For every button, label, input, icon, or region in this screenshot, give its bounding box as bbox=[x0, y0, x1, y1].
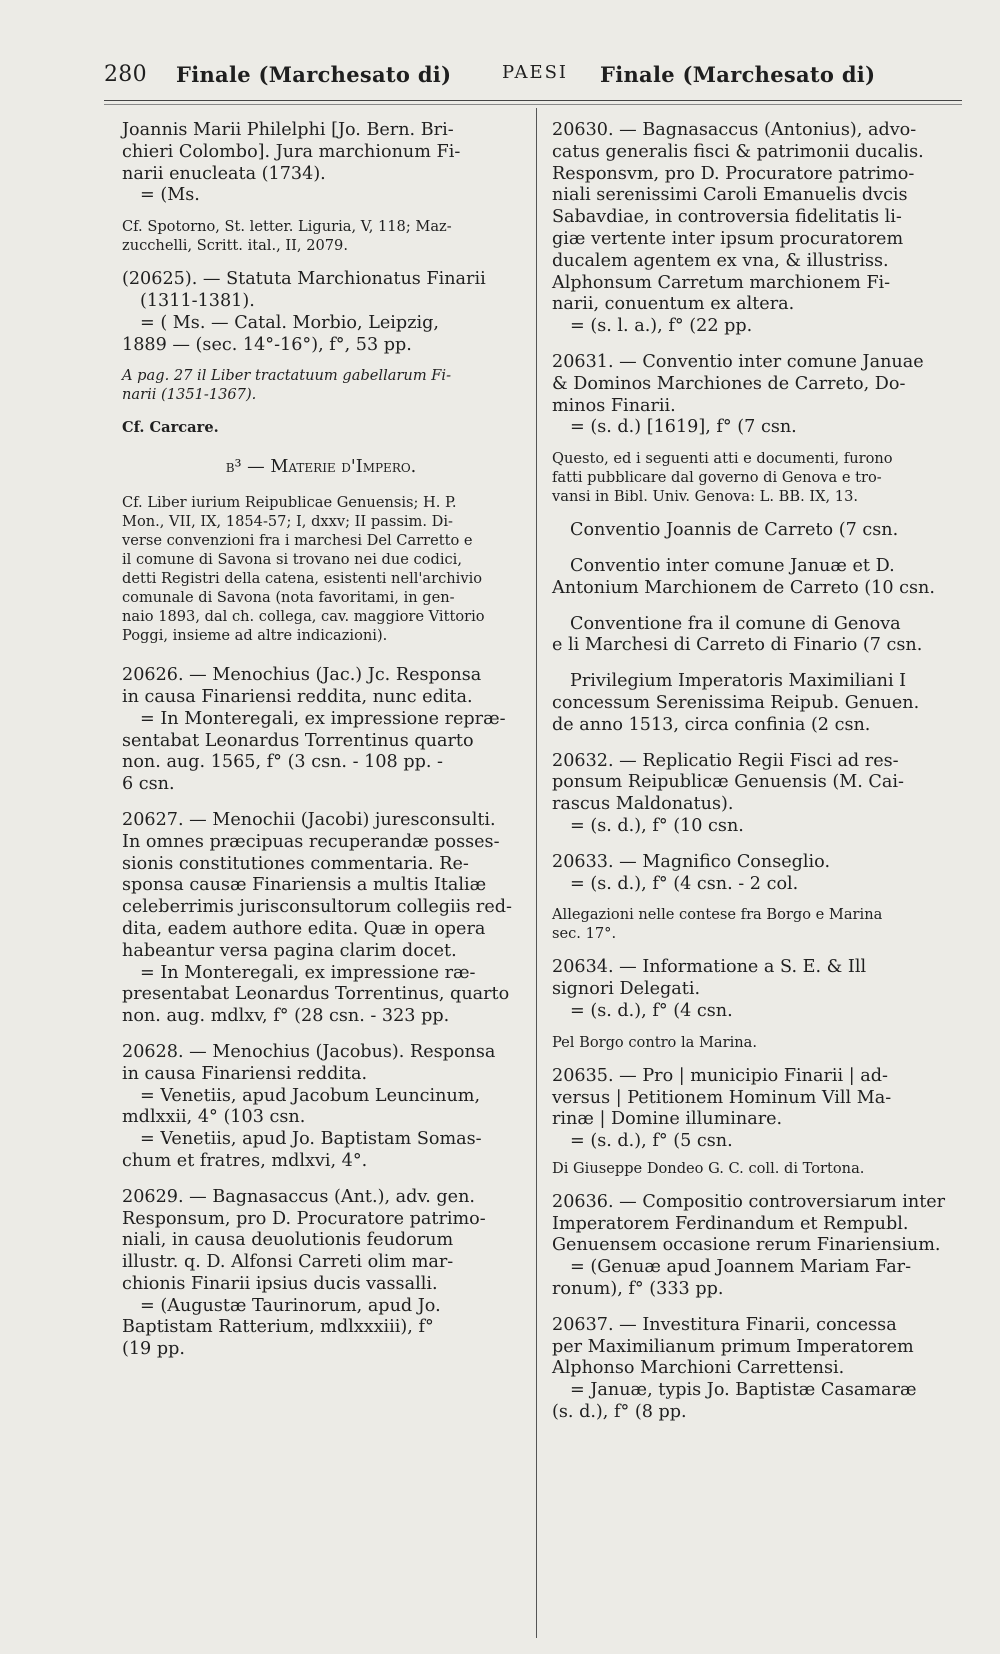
entry-line: versus | Petitionem Hominum Vill Ma- bbox=[552, 1087, 892, 1108]
entry-20625 bbox=[122, 269, 520, 437]
imprint-line: presentabat Leonardus Torrentinus, quarto bbox=[122, 984, 510, 1005]
imprint-line: = (s. d.), f° (4 csn. bbox=[570, 1000, 733, 1021]
entry-conventione-genova bbox=[552, 614, 962, 658]
entry-line: chionis Finarii ipsius ducis vassalli. bbox=[122, 1273, 438, 1294]
entry-line: Imperatorem Ferdinandum et Rempubl. bbox=[552, 1213, 909, 1234]
entry-line: rinæ | Domine illuminare. bbox=[552, 1109, 783, 1130]
entry-line: Genuensem occasione rerum Finariensium. bbox=[552, 1235, 941, 1256]
page-number: 280 bbox=[104, 62, 147, 87]
header-right-title: Finale (Marchesato di) bbox=[600, 62, 876, 87]
entry-line: in causa Finariensi reddita, nunc edita. bbox=[122, 686, 473, 707]
right-column bbox=[552, 120, 962, 1424]
imprint-line: = (s. l. a.), f° (22 pp. bbox=[570, 316, 753, 337]
entry-line: Antonium Marchionem de Carreto (10 csn. bbox=[552, 577, 935, 598]
entry-line: ponsum Reipublicæ Genuensis (M. Cai- bbox=[552, 772, 904, 793]
note-line: naio 1893, dal ch. collega, cav. maggiore Vittorio bbox=[122, 608, 485, 626]
note-line: A pag. 27 il Liber tractatuum gabellarum Fi- bbox=[122, 367, 452, 385]
header-left-title: Finale (Marchesato di) bbox=[176, 62, 452, 87]
note-line: Cf. Spotorno, St. letter. Liguria, V, 118; Maz- bbox=[122, 218, 452, 236]
note-line: Mon., VII, IX, 1854-57; I, dxxv; II passim. Di- bbox=[122, 513, 453, 531]
note-line: Allegazioni nelle contese fra Borgo e Marina bbox=[552, 906, 883, 924]
entry-line: de anno 1513, circa confinia (2 csn. bbox=[552, 714, 871, 735]
entry-privilegium bbox=[552, 671, 962, 736]
entry-line: rascus Maldonatus). bbox=[552, 794, 734, 815]
note-line: narii (1351-1367). bbox=[122, 386, 257, 404]
imprint-line: = (Genuæ apud Joannem Mariam Far- bbox=[570, 1257, 912, 1278]
entry-line: giæ vertente inter ipsum procuratorem bbox=[552, 228, 904, 249]
entry-line: ducalem agentem ex vna, & illustriss. bbox=[552, 250, 889, 271]
cross-reference: Cf. Carcare. bbox=[122, 419, 219, 437]
imprint-line: = ( Ms. — Catal. Morbio, Leipzig, bbox=[140, 312, 439, 333]
imprint-line: (19 pp. bbox=[122, 1339, 185, 1360]
entry-line: 20626. — Menochius (Jac.) Jc. Responsa bbox=[122, 665, 482, 686]
entry-line: in causa Finariensi reddita. bbox=[122, 1063, 368, 1084]
entry-line: per Maximilianum primum Imperatorem bbox=[552, 1336, 914, 1357]
entry-line: narii, conuentum ex altera. bbox=[552, 294, 795, 315]
entry-line: (1311-1381). bbox=[140, 290, 255, 311]
entry-line: 20630. — Bagnasaccus (Antonius), advo- bbox=[552, 120, 917, 140]
entry-line: e li Marchesi di Carreto di Finario (7 csn. bbox=[552, 635, 923, 656]
entry-line: 20637. — Investitura Finarii, concessa bbox=[552, 1314, 897, 1335]
entry-line: Joannis Marii Philelphi [Jo. Bern. Bri- bbox=[122, 120, 454, 140]
imprint-line: (s. d.), f° (8 pp. bbox=[552, 1402, 687, 1423]
entry-line: 20631. — Conventio inter comune Januae bbox=[552, 351, 924, 372]
note-line: Questo, ed i seguenti atti e documenti, furono bbox=[552, 450, 893, 468]
entry-20636 bbox=[552, 1192, 962, 1301]
entry-line: Alphonso Marchioni Carrettensi. bbox=[552, 1358, 845, 1379]
entry-conventio-joannis: Conventio Joannis de Carreto (7 csn. bbox=[570, 520, 899, 541]
running-header bbox=[104, 58, 904, 98]
entry-line: 20628. — Menochius (Jacobus). Responsa bbox=[122, 1041, 496, 1062]
entry-line: habeantur versa pagina clarim docet. bbox=[122, 940, 457, 961]
note-line: comunale di Savona (nota favoritami, in gen- bbox=[122, 589, 455, 607]
imprint-line: = Januæ, typis Jo. Baptistæ Casamaræ bbox=[570, 1380, 917, 1401]
entry-line: 20635. — Pro | municipio Finarii | ad- bbox=[552, 1065, 888, 1086]
imprint-line: = Venetiis, apud Jacobum Leuncinum, bbox=[140, 1085, 481, 1106]
entry-line: Responsvm, pro D. Procuratore patrimo- bbox=[552, 163, 915, 184]
imprint-line: = (s. d.), f° (10 csn. bbox=[570, 815, 744, 836]
note-line: detti Registri della catena, esistenti nell'archivio bbox=[122, 570, 483, 588]
imprint-line: 1889 — (sec. 14°-16°), f°, 53 pp. bbox=[122, 334, 412, 355]
entry-line: 20634. — Informatione a S. E. & Ill bbox=[552, 957, 867, 978]
entry-line: concessum Serenissima Reipub. Genuen. bbox=[552, 692, 920, 713]
entry-20626 bbox=[122, 665, 520, 796]
entry-line: 20632. — Replicatio Regii Fisci ad res- bbox=[552, 750, 899, 771]
entry-20635 bbox=[552, 1066, 962, 1178]
entry-line: & Dominos Marchiones de Carreto, Do- bbox=[552, 373, 906, 394]
entry-line: catus generalis fisci & patrimonii ducalis. bbox=[552, 141, 924, 162]
entry-line: Conventione fra il comune di Genova bbox=[570, 613, 901, 634]
entry-line: Conventio inter comune Januæ et D. bbox=[570, 555, 895, 576]
entry-line: niali serenissimi Caroli Emanuelis dvcis bbox=[552, 185, 908, 206]
imprint-line: = (s. d.), f° (5 csn. bbox=[570, 1131, 733, 1152]
entry-20632 bbox=[552, 751, 962, 838]
imprint-line: ronum), f° (333 pp. bbox=[552, 1279, 724, 1300]
entry-line: celeberrimis jurisconsultorum collegiis red- bbox=[122, 897, 512, 918]
entry-conventio-antonium bbox=[552, 556, 962, 600]
imprint-line: = Venetiis, apud Jo. Baptistam Somas- bbox=[140, 1129, 482, 1150]
entry-line: 20633. — Magnifico Conseglio. bbox=[552, 851, 831, 872]
header-rule bbox=[104, 100, 962, 101]
imprint-line: non. aug. mdlxv, f° (28 csn. - 323 pp. bbox=[122, 1006, 450, 1027]
entry-line: minos Finarii. bbox=[552, 395, 676, 416]
note-line: verse convenzioni fra i marchesi Del Carretto e bbox=[122, 532, 473, 550]
section-heading-b3: b³ — Materie d'Impero. bbox=[225, 457, 417, 478]
entry-line: Alphonsum Carretum marchionem Fi- bbox=[552, 272, 891, 293]
entry-20631 bbox=[552, 352, 962, 506]
entry-20628 bbox=[122, 1042, 520, 1173]
entry-20634 bbox=[552, 957, 962, 1051]
note-line: Cf. Liber iurium Reipublicae Genuensis; H. P. bbox=[122, 494, 457, 512]
entry-line: 20627. — Menochii (Jacobi) juresconsulti. bbox=[122, 809, 496, 830]
entry-line: sponsa causæ Finariensis a multis Italiæ bbox=[122, 875, 487, 896]
entry-20633 bbox=[552, 852, 962, 944]
note-line: fatti pubblicare dal governo di Genova e tro- bbox=[552, 469, 882, 487]
note-line: il comune di Savona si trovano nei due codici, bbox=[122, 551, 462, 569]
imprint-line: 6 csn. bbox=[122, 774, 175, 795]
entry-line: chieri Colombo]. Jura marchionum Fi- bbox=[122, 141, 461, 162]
note-line: Di Giuseppe Dondeo G. C. coll. di Tortona. bbox=[552, 1159, 865, 1177]
entry-line: dita, eadem authore edita. Quæ in opera bbox=[122, 918, 486, 939]
note-line: sec. 17°. bbox=[552, 925, 617, 943]
imprint-line: = (s. d.), f° (4 csn. - 2 col. bbox=[570, 873, 799, 894]
entry-20629 bbox=[122, 1187, 520, 1361]
header-rule-secondary bbox=[104, 104, 962, 105]
imprint-line: mdlxxii, 4° (103 csn. bbox=[122, 1107, 306, 1128]
entry-20637 bbox=[552, 1315, 962, 1424]
imprint-line: sentabat Leonardus Torrentinus quarto bbox=[122, 730, 474, 751]
entry-line: illustr. q. D. Alfonsi Carreti olim mar- bbox=[122, 1252, 454, 1273]
imprint-line: = (Augustæ Taurinorum, apud Jo. bbox=[140, 1295, 441, 1316]
imprint-line: = (Ms. bbox=[140, 185, 200, 206]
imprint-line: chum et fratres, mdlxvi, 4°. bbox=[122, 1150, 368, 1171]
b3-note bbox=[122, 493, 520, 645]
imprint-line: = In Monteregali, ex impressione ræ- bbox=[140, 962, 476, 983]
column-separator bbox=[536, 108, 537, 1638]
entry-line: (20625). — Statuta Marchionatus Finarii bbox=[122, 269, 486, 290]
header-section: PAESI bbox=[502, 62, 569, 83]
imprint-line: Baptistam Ratterium, mdlxxxiii), f° bbox=[122, 1317, 434, 1338]
entry-line: 20636. — Compositio controversiarum inter bbox=[552, 1191, 946, 1212]
imprint-line: non. aug. 1565, f° (3 csn. - 108 pp. - bbox=[122, 752, 443, 773]
entry-philelphi bbox=[122, 120, 520, 255]
note-line: zucchelli, Scritt. ital., II, 2079. bbox=[122, 237, 348, 255]
entry-line: Privilegium Imperatoris Maximiliani I bbox=[570, 671, 907, 692]
entry-line: niali, in causa deuolutionis feudorum bbox=[122, 1230, 454, 1251]
note-line: vansi in Bibl. Univ. Genova: L. BB. IX, 13. bbox=[552, 488, 858, 506]
entry-line: narii enucleata (1734). bbox=[122, 163, 326, 184]
entry-line: In omnes præcipuas recuperandæ posses- bbox=[122, 831, 500, 852]
note-line: Poggi, insieme ad altre indicazioni). bbox=[122, 627, 388, 645]
note-line: Pel Borgo contro la Marina. bbox=[552, 1033, 758, 1051]
entry-20630 bbox=[552, 120, 962, 338]
entry-line: Sabavdiae, in controversia fidelitatis li- bbox=[552, 207, 902, 228]
entry-line: 20629. — Bagnasaccus (Ant.), adv. gen. bbox=[122, 1186, 476, 1207]
entry-line: Responsum, pro D. Procuratore patrimo- bbox=[122, 1208, 486, 1229]
imprint-line: = In Monteregali, ex impressione repræ- bbox=[140, 708, 506, 729]
imprint-line: = (s. d.) [1619], f° (7 csn. bbox=[570, 417, 797, 438]
entry-line: signori Delegati. bbox=[552, 979, 701, 1000]
left-column bbox=[122, 120, 520, 1361]
entry-line: sionis constitutiones commentaria. Re- bbox=[122, 853, 469, 874]
entry-20627 bbox=[122, 810, 520, 1028]
